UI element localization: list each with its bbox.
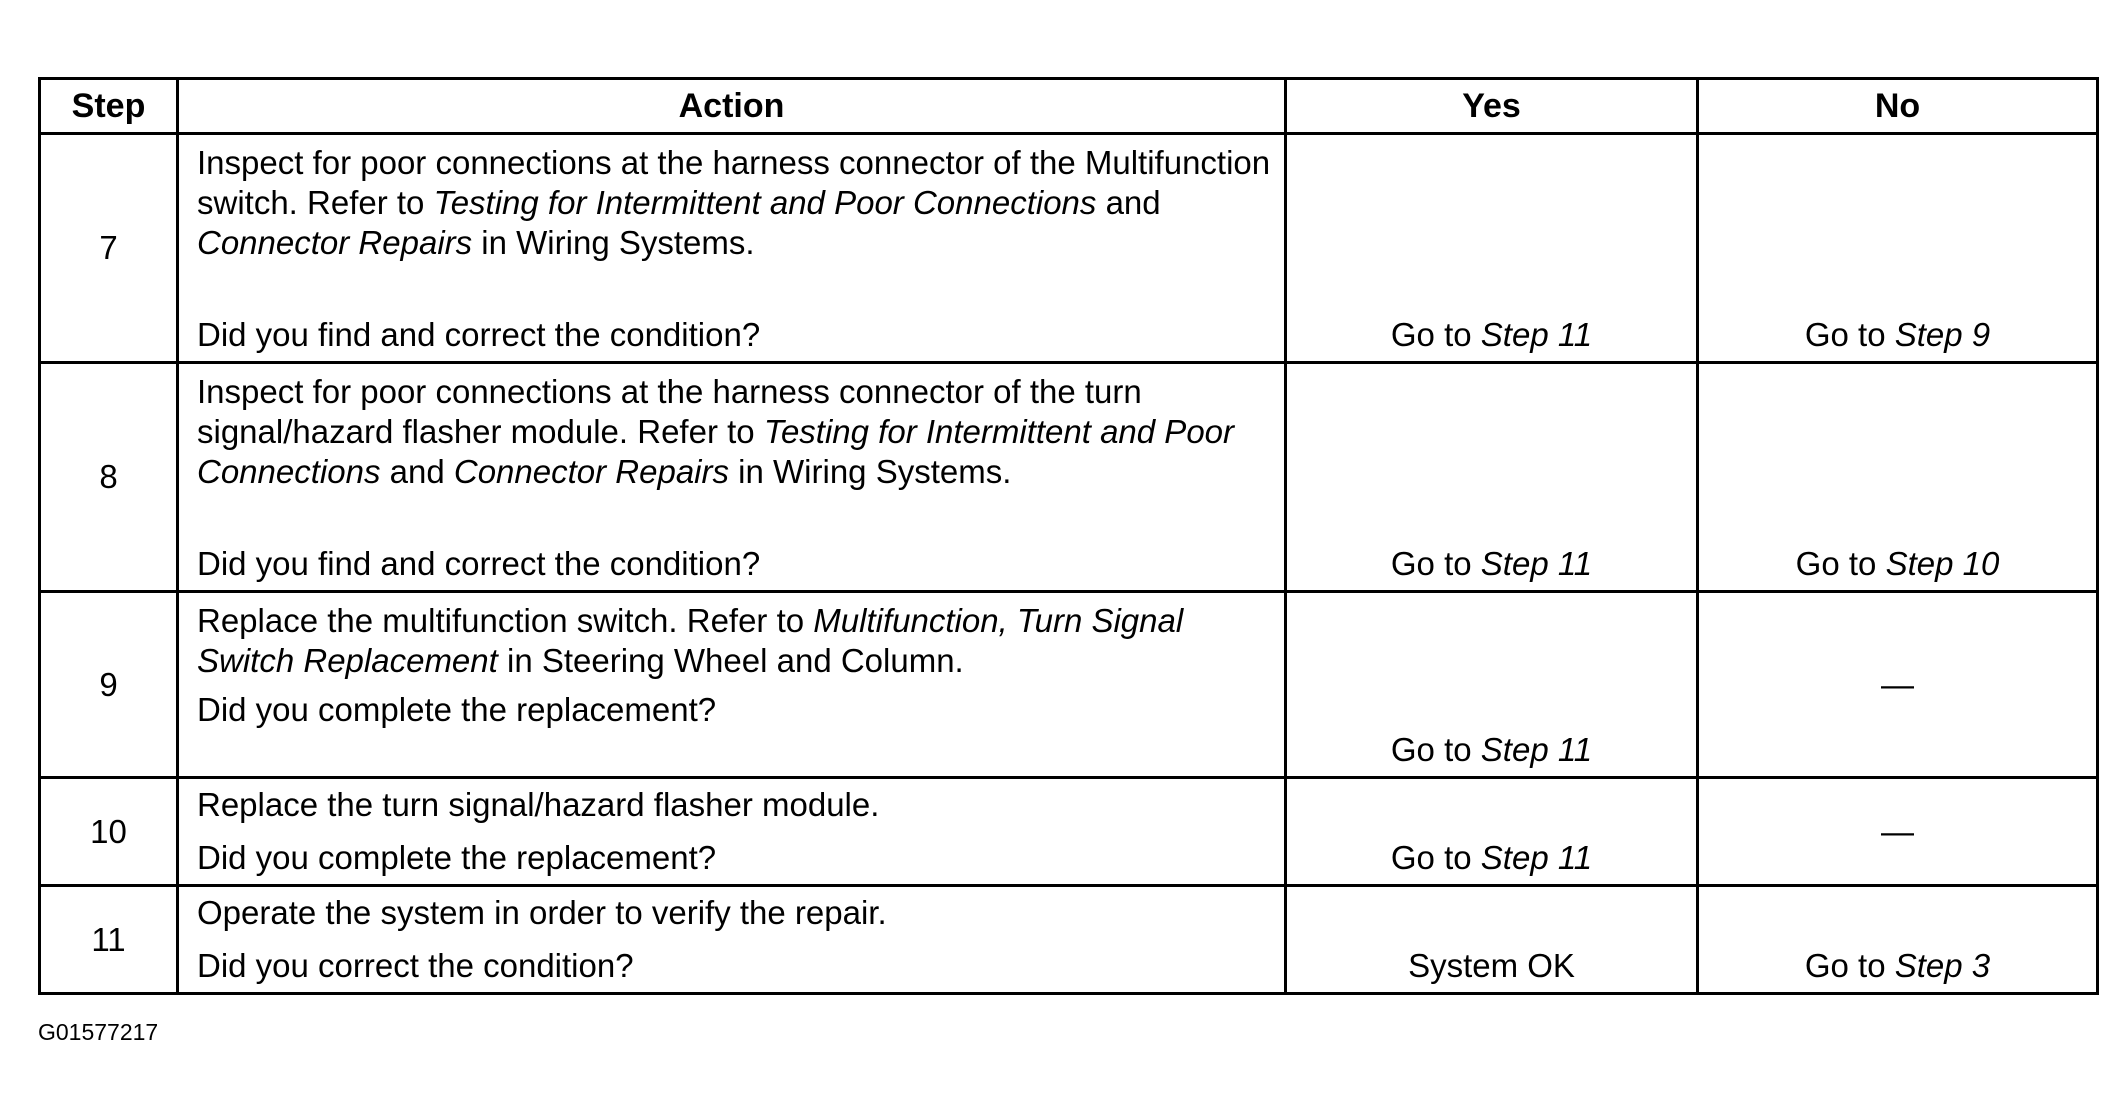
- no-result: [1698, 363, 2098, 592]
- header-step: Step: [40, 79, 178, 134]
- yes-result-text: System OK: [1408, 947, 1575, 984]
- no-result: [1698, 134, 2098, 363]
- yes-goto-step: Step 11: [1480, 731, 1593, 768]
- action-question: Did you find and correct the condition?: [197, 316, 761, 353]
- header-no: No: [1698, 79, 2098, 134]
- action-question: Did you correct the condition?: [197, 947, 634, 984]
- no-goto-prefix: Go to: [1795, 545, 1886, 582]
- reference-text: Connector Repairs: [453, 453, 729, 490]
- yes-goto-prefix: Go to: [1390, 316, 1481, 353]
- action-cell: [178, 886, 1286, 994]
- action-instruction: [197, 593, 1272, 681]
- table-row: [40, 363, 2098, 592]
- step-number: 11: [40, 886, 178, 994]
- action-cell: [178, 363, 1286, 592]
- reference-text: Connector Repairs: [197, 224, 473, 261]
- action-cell: [178, 592, 1286, 778]
- no-goto-step: Step 9: [1894, 316, 1991, 353]
- table-row: [40, 592, 2098, 778]
- yes-goto-step: Step 11: [1480, 839, 1593, 876]
- no-goto-step: Step 3: [1894, 947, 1991, 984]
- instruction-text: Inspect for poor connections at the harness connector of the turn signal/hazard flasher module. Refer to: [197, 373, 1142, 450]
- action-cell: [178, 134, 1286, 363]
- yes-result: [1286, 886, 1698, 994]
- action-instruction: [197, 887, 1272, 933]
- no-result-none: —: [1698, 592, 2098, 778]
- action-cell: [178, 778, 1286, 886]
- action-instruction: [197, 364, 1272, 492]
- table-row: [40, 778, 2098, 886]
- action-instruction: [197, 779, 1272, 825]
- table-row: [40, 886, 2098, 994]
- action-question: Did you find and correct the condition?: [197, 545, 761, 582]
- action-question: Did you complete the replacement?: [197, 839, 717, 876]
- action-question: Did you complete the replacement?: [197, 691, 717, 728]
- no-goto-prefix: Go to: [1804, 947, 1895, 984]
- no-goto-prefix: Go to: [1804, 316, 1895, 353]
- header-action: Action: [178, 79, 1286, 134]
- diagnostic-table: [38, 77, 2099, 995]
- step-number: 9: [40, 592, 178, 778]
- step-number: 7: [40, 134, 178, 363]
- instruction-text: Replace the turn signal/hazard flasher module.: [197, 786, 880, 823]
- figure-id: G01577217: [38, 1019, 159, 1045]
- yes-result: [1286, 592, 1698, 778]
- no-result: [1698, 886, 2098, 994]
- instruction-text: Operate the system in order to verify the repair.: [197, 894, 887, 931]
- instruction-text: in Wiring Systems.: [472, 224, 755, 261]
- table-row: [40, 134, 2098, 363]
- reference-text: Testing for Intermittent and Poor Connections: [433, 184, 1097, 221]
- yes-goto-prefix: Go to: [1390, 545, 1481, 582]
- yes-goto-prefix: Go to: [1390, 731, 1481, 768]
- header-row: [40, 79, 2098, 134]
- no-goto-step: Step 10: [1885, 545, 2000, 582]
- step-number: 8: [40, 363, 178, 592]
- yes-goto-step: Step 11: [1480, 545, 1593, 582]
- table-body: [40, 134, 2098, 994]
- instruction-text: in Wiring Systems.: [729, 453, 1012, 490]
- yes-result: [1286, 778, 1698, 886]
- yes-result: [1286, 363, 1698, 592]
- instruction-text: in Steering Wheel and Column.: [497, 642, 964, 679]
- instruction-text: and: [1096, 184, 1161, 221]
- reference-text: Multifunction, Turn Signal Switch Replacement: [197, 602, 1184, 679]
- step-number: 10: [40, 778, 178, 886]
- instruction-text: Replace the multifunction switch. Refer to: [197, 602, 814, 639]
- action-instruction: [197, 135, 1272, 263]
- yes-goto-step: Step 11: [1480, 316, 1593, 353]
- yes-goto-prefix: Go to: [1390, 839, 1481, 876]
- no-result-none: —: [1698, 778, 2098, 886]
- reference-text: Testing for Intermittent and Poor Connections: [197, 413, 1235, 490]
- instruction-text: and: [380, 453, 454, 490]
- instruction-text: Inspect for poor connections at the harness connector of the Multifunction switch. Refer to: [197, 144, 1271, 221]
- header-yes: Yes: [1286, 79, 1698, 134]
- yes-result: [1286, 134, 1698, 363]
